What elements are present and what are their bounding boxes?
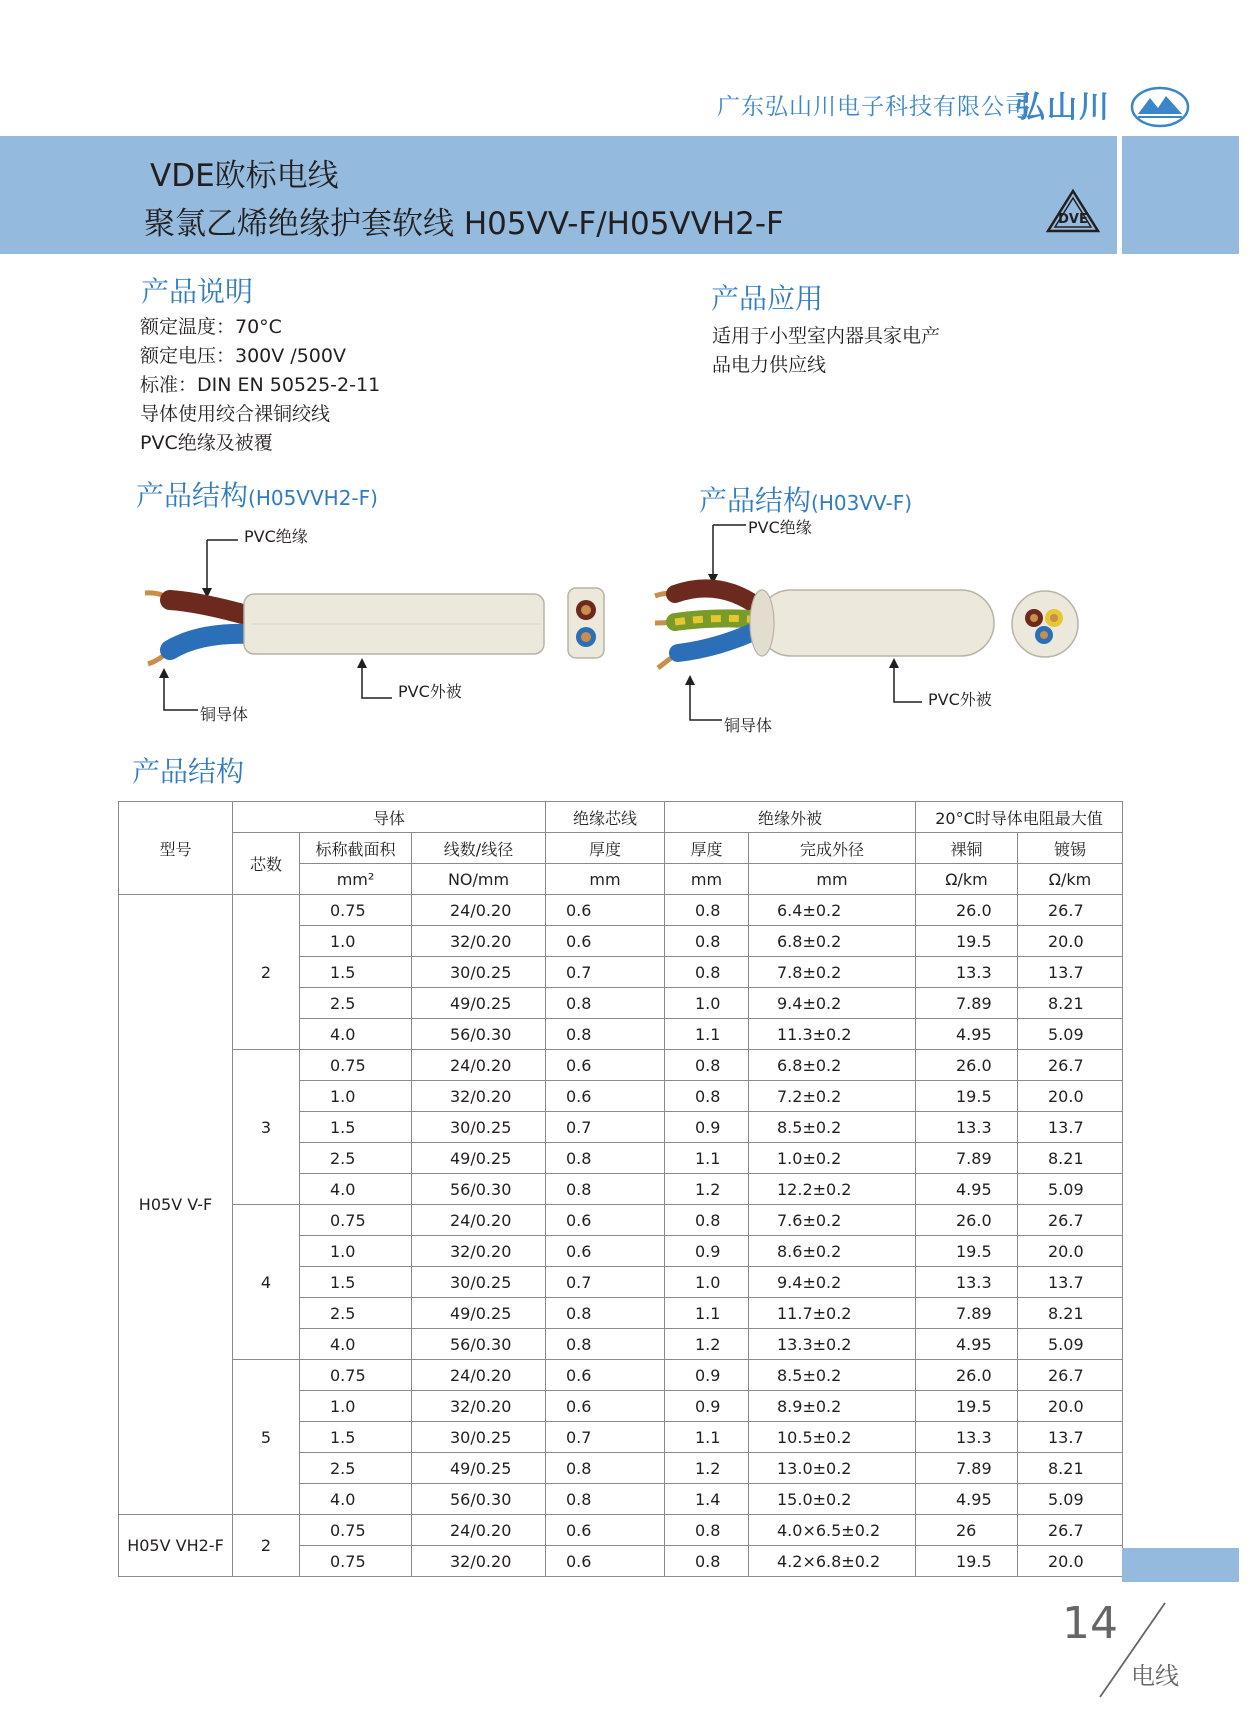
ins-thickness-cell: 0.7 bbox=[546, 1267, 665, 1298]
outer-diameter-cell: 9.4±0.2 bbox=[749, 988, 916, 1019]
table-row bbox=[119, 895, 1123, 926]
outer-diameter-cell: 7.2±0.2 bbox=[749, 1081, 916, 1112]
area-cell: 1.5 bbox=[300, 957, 412, 988]
header-outer-diameter: 完成外径 bbox=[749, 833, 916, 864]
ins-thickness-cell: 0.8 bbox=[546, 988, 665, 1019]
bare-copper-cell: 26.0 bbox=[916, 895, 1018, 926]
sheath-thickness-cell: 0.8 bbox=[665, 1081, 749, 1112]
tinned-cell: 8.21 bbox=[1018, 1143, 1123, 1174]
tinned-cell: 20.0 bbox=[1018, 1391, 1123, 1422]
area-cell: 1.5 bbox=[300, 1267, 412, 1298]
tinned-cell: 13.7 bbox=[1018, 957, 1123, 988]
mountain-logo-icon bbox=[1130, 86, 1190, 132]
left-label-insulation: PVC绝缘 bbox=[244, 527, 308, 546]
sheath-thickness-cell: 0.8 bbox=[665, 1515, 749, 1546]
header-bare-copper: 裸铜 bbox=[916, 833, 1018, 864]
strands-cell: 24/0.20 bbox=[412, 1205, 546, 1236]
area-cell: 2.5 bbox=[300, 988, 412, 1019]
area-cell: 1.0 bbox=[300, 926, 412, 957]
header-sheath-thickness: 厚度 bbox=[665, 833, 749, 864]
ins-thickness-cell: 0.8 bbox=[546, 1298, 665, 1329]
spec-temperature: 额定温度：70°C bbox=[140, 316, 282, 338]
outer-diameter-cell: 11.3±0.2 bbox=[749, 1019, 916, 1050]
bare-copper-cell: 19.5 bbox=[916, 1546, 1018, 1577]
application-list bbox=[712, 322, 940, 380]
tinned-cell: 13.7 bbox=[1018, 1422, 1123, 1453]
tinned-cell: 5.09 bbox=[1018, 1174, 1123, 1205]
bare-copper-cell: 26.0 bbox=[916, 1205, 1018, 1236]
ins-thickness-cell: 0.6 bbox=[546, 1360, 665, 1391]
application-line-2: 品电力供应线 bbox=[712, 354, 827, 376]
bare-copper-cell: 4.95 bbox=[916, 1174, 1018, 1205]
outer-diameter-cell: 12.2±0.2 bbox=[749, 1174, 916, 1205]
outer-diameter-cell: 7.8±0.2 bbox=[749, 957, 916, 988]
header-sheath: 绝缘外被 bbox=[665, 802, 916, 833]
sheath-thickness-cell: 0.8 bbox=[665, 1205, 749, 1236]
outer-diameter-cell: 8.5±0.2 bbox=[749, 1360, 916, 1391]
unit-bare: Ω/km bbox=[916, 864, 1018, 895]
unit-ins: mm bbox=[546, 864, 665, 895]
tinned-cell: 26.7 bbox=[1018, 1205, 1123, 1236]
strands-cell: 24/0.20 bbox=[412, 1360, 546, 1391]
strands-cell: 24/0.20 bbox=[412, 1515, 546, 1546]
tinned-cell: 26.7 bbox=[1018, 1515, 1123, 1546]
ins-thickness-cell: 0.6 bbox=[546, 926, 665, 957]
area-cell: 2.5 bbox=[300, 1298, 412, 1329]
ins-thickness-cell: 0.6 bbox=[546, 1050, 665, 1081]
sheath-thickness-cell: 0.8 bbox=[665, 926, 749, 957]
left-label-sheath: PVC外被 bbox=[398, 682, 462, 701]
area-cell: 1.5 bbox=[300, 1422, 412, 1453]
table-title: 产品结构 bbox=[132, 755, 245, 788]
model-cell: H05V V-F bbox=[119, 895, 233, 1515]
ins-thickness-cell: 0.7 bbox=[546, 1112, 665, 1143]
tinned-cell: 20.0 bbox=[1018, 926, 1123, 957]
tinned-cell: 20.0 bbox=[1018, 1081, 1123, 1112]
tinned-cell: 5.09 bbox=[1018, 1019, 1123, 1050]
area-cell: 2.5 bbox=[300, 1453, 412, 1484]
application-title: 产品应用 bbox=[711, 282, 824, 315]
bare-copper-cell: 7.89 bbox=[916, 1143, 1018, 1174]
cores-cell: 2 bbox=[233, 895, 300, 1050]
tinned-cell: 26.7 bbox=[1018, 1050, 1123, 1081]
cores-cell: 2 bbox=[233, 1515, 300, 1577]
spec-voltage: 额定电压：300V /500V bbox=[140, 345, 346, 367]
bare-copper-cell: 26 bbox=[916, 1515, 1018, 1546]
strands-cell: 30/0.25 bbox=[412, 957, 546, 988]
ins-thickness-cell: 0.6 bbox=[546, 1205, 665, 1236]
bare-copper-cell: 26.0 bbox=[916, 1360, 1018, 1391]
area-cell: 1.0 bbox=[300, 1081, 412, 1112]
unit-strands: NO/mm bbox=[412, 864, 546, 895]
company-name: 广东弘山川电子科技有限公司 bbox=[717, 94, 1029, 120]
strands-cell: 32/0.20 bbox=[412, 926, 546, 957]
left-label-conductor: 铜导体 bbox=[200, 705, 249, 724]
bare-copper-cell: 13.3 bbox=[916, 957, 1018, 988]
tinned-cell: 8.21 bbox=[1018, 1453, 1123, 1484]
tinned-cell: 5.09 bbox=[1018, 1484, 1123, 1515]
header-ins-thickness: 厚度 bbox=[546, 833, 665, 864]
application-line-1: 适用于小型室内器具家电产 bbox=[712, 325, 941, 347]
outer-diameter-cell: 8.9±0.2 bbox=[749, 1391, 916, 1422]
outer-diameter-cell: 6.8±0.2 bbox=[749, 1050, 916, 1081]
sheath-thickness-cell: 0.9 bbox=[665, 1236, 749, 1267]
header-area: 标称截面积 bbox=[300, 833, 412, 864]
vde-cert-mark: DVE bbox=[1058, 212, 1088, 227]
structure-right-title bbox=[699, 479, 912, 519]
tinned-cell: 20.0 bbox=[1018, 1546, 1123, 1577]
structure-right-title-text: 产品结构 bbox=[699, 484, 812, 517]
strands-cell: 32/0.20 bbox=[412, 1081, 546, 1112]
header-conductor: 导体 bbox=[233, 802, 546, 833]
ins-thickness-cell: 0.6 bbox=[546, 1081, 665, 1112]
table-row bbox=[119, 1360, 1123, 1391]
area-cell: 4.0 bbox=[300, 1019, 412, 1050]
bare-copper-cell: 13.3 bbox=[916, 1112, 1018, 1143]
page-subtitle: 聚氯乙烯绝缘护套软线 H05VV-F/H05VVH2-F bbox=[144, 206, 784, 242]
ins-thickness-cell: 0.6 bbox=[546, 1515, 665, 1546]
vde-cert-icon bbox=[1045, 188, 1101, 238]
structure-left-title bbox=[136, 474, 378, 514]
sheath-thickness-cell: 1.1 bbox=[665, 1298, 749, 1329]
tinned-cell: 13.7 bbox=[1018, 1267, 1123, 1298]
ins-thickness-cell: 0.6 bbox=[546, 895, 665, 926]
area-cell: 1.0 bbox=[300, 1236, 412, 1267]
bare-copper-cell: 19.5 bbox=[916, 1391, 1018, 1422]
structure-right-subtitle: (H03VV-F) bbox=[811, 491, 913, 515]
strands-cell: 49/0.25 bbox=[412, 988, 546, 1019]
ins-thickness-cell: 0.8 bbox=[546, 1453, 665, 1484]
unit-sheath: mm bbox=[665, 864, 749, 895]
outer-diameter-cell: 4.0×6.5±0.2 bbox=[749, 1515, 916, 1546]
unit-od: mm bbox=[749, 864, 916, 895]
sheath-thickness-cell: 1.2 bbox=[665, 1453, 749, 1484]
bare-copper-cell: 4.95 bbox=[916, 1019, 1018, 1050]
area-cell: 0.75 bbox=[300, 895, 412, 926]
cores-cell: 3 bbox=[233, 1050, 300, 1205]
model-cell: H05V VH2-F bbox=[119, 1515, 233, 1577]
header-strands: 线数/线径 bbox=[412, 833, 546, 864]
area-cell: 0.75 bbox=[300, 1546, 412, 1577]
outer-diameter-cell: 10.5±0.2 bbox=[749, 1422, 916, 1453]
bare-copper-cell: 26.0 bbox=[916, 1050, 1018, 1081]
sheath-thickness-cell: 1.0 bbox=[665, 1267, 749, 1298]
footer-label: 电线 bbox=[1131, 1662, 1179, 1690]
area-cell: 0.75 bbox=[300, 1050, 412, 1081]
strands-cell: 56/0.30 bbox=[412, 1174, 546, 1205]
ins-thickness-cell: 0.7 bbox=[546, 957, 665, 988]
area-cell: 1.5 bbox=[300, 1112, 412, 1143]
strands-cell: 24/0.20 bbox=[412, 1050, 546, 1081]
strands-cell: 56/0.30 bbox=[412, 1484, 546, 1515]
strands-cell: 32/0.20 bbox=[412, 1546, 546, 1577]
bare-copper-cell: 19.5 bbox=[916, 1236, 1018, 1267]
outer-diameter-cell: 6.4±0.2 bbox=[749, 895, 916, 926]
strands-cell: 32/0.20 bbox=[412, 1236, 546, 1267]
round-cable-diagram bbox=[650, 520, 1100, 739]
table-row bbox=[119, 1050, 1123, 1081]
sheath-thickness-cell: 0.9 bbox=[665, 1360, 749, 1391]
strands-cell: 30/0.25 bbox=[412, 1112, 546, 1143]
unit-tinned: Ω/km bbox=[1018, 864, 1123, 895]
tinned-cell: 26.7 bbox=[1018, 895, 1123, 926]
description-title: 产品说明 bbox=[141, 275, 254, 308]
table-row bbox=[119, 1515, 1123, 1546]
bare-copper-cell: 13.3 bbox=[916, 1267, 1018, 1298]
bare-copper-cell: 4.95 bbox=[916, 1484, 1018, 1515]
strands-cell: 49/0.25 bbox=[412, 1298, 546, 1329]
sheath-thickness-cell: 0.9 bbox=[665, 1391, 749, 1422]
structure-left-subtitle: (H05VVH2-F) bbox=[248, 486, 378, 510]
area-cell: 1.0 bbox=[300, 1391, 412, 1422]
cores-cell: 5 bbox=[233, 1360, 300, 1515]
bare-copper-cell: 13.3 bbox=[916, 1422, 1018, 1453]
outer-diameter-cell: 11.7±0.2 bbox=[749, 1298, 916, 1329]
area-cell: 0.75 bbox=[300, 1205, 412, 1236]
ins-thickness-cell: 0.8 bbox=[546, 1484, 665, 1515]
sheath-thickness-cell: 1.1 bbox=[665, 1019, 749, 1050]
spec-standard: 标准：DIN EN 50525-2-11 bbox=[140, 374, 381, 396]
sheath-thickness-cell: 1.2 bbox=[665, 1174, 749, 1205]
page-title: VDE欧标电线 bbox=[150, 158, 339, 194]
right-label-conductor: 铜导体 bbox=[724, 716, 773, 735]
area-cell: 4.0 bbox=[300, 1174, 412, 1205]
tinned-cell: 26.7 bbox=[1018, 1360, 1123, 1391]
header-insulation-core: 绝缘芯线 bbox=[546, 802, 665, 833]
bare-copper-cell: 7.89 bbox=[916, 988, 1018, 1019]
ins-thickness-cell: 0.6 bbox=[546, 1546, 665, 1577]
header-tinned: 镀锡 bbox=[1018, 833, 1123, 864]
area-cell: 2.5 bbox=[300, 1143, 412, 1174]
spec-conductor: 导体使用绞合裸铜绞线 bbox=[140, 403, 331, 425]
footer-band bbox=[1122, 1548, 1239, 1582]
outer-diameter-cell: 9.4±0.2 bbox=[749, 1267, 916, 1298]
bare-copper-cell: 4.95 bbox=[916, 1329, 1018, 1360]
brand-name: 弘山川 bbox=[1015, 90, 1111, 125]
area-cell: 0.75 bbox=[300, 1360, 412, 1391]
header-model: 型号 bbox=[119, 802, 233, 895]
outer-diameter-cell: 4.2×6.8±0.2 bbox=[749, 1546, 916, 1577]
tinned-cell: 20.0 bbox=[1018, 1236, 1123, 1267]
structure-left-title-text: 产品结构 bbox=[136, 479, 249, 512]
strands-cell: 32/0.20 bbox=[412, 1391, 546, 1422]
strands-cell: 30/0.25 bbox=[412, 1422, 546, 1453]
tinned-cell: 8.21 bbox=[1018, 1298, 1123, 1329]
outer-diameter-cell: 1.0±0.2 bbox=[749, 1143, 916, 1174]
strands-cell: 56/0.30 bbox=[412, 1019, 546, 1050]
outer-diameter-cell: 13.3±0.2 bbox=[749, 1329, 916, 1360]
unit-area: mm² bbox=[300, 864, 412, 895]
sheath-thickness-cell: 0.9 bbox=[665, 1112, 749, 1143]
area-cell: 0.75 bbox=[300, 1515, 412, 1546]
spec-table bbox=[118, 801, 1123, 1577]
bare-copper-cell: 19.5 bbox=[916, 1081, 1018, 1112]
sheath-thickness-cell: 0.8 bbox=[665, 1050, 749, 1081]
outer-diameter-cell: 15.0±0.2 bbox=[749, 1484, 916, 1515]
table-row bbox=[119, 1205, 1123, 1236]
strands-cell: 24/0.20 bbox=[412, 895, 546, 926]
sheath-thickness-cell: 1.1 bbox=[665, 1143, 749, 1174]
outer-diameter-cell: 13.0±0.2 bbox=[749, 1453, 916, 1484]
bare-copper-cell: 7.89 bbox=[916, 1453, 1018, 1484]
header-band-tab bbox=[1122, 136, 1239, 254]
sheath-thickness-cell: 0.8 bbox=[665, 957, 749, 988]
header-cores: 芯数 bbox=[233, 833, 300, 895]
sheath-thickness-cell: 1.0 bbox=[665, 988, 749, 1019]
outer-diameter-cell: 8.6±0.2 bbox=[749, 1236, 916, 1267]
ins-thickness-cell: 0.6 bbox=[546, 1236, 665, 1267]
tinned-cell: 5.09 bbox=[1018, 1329, 1123, 1360]
outer-diameter-cell: 8.5±0.2 bbox=[749, 1112, 916, 1143]
ins-thickness-cell: 0.8 bbox=[546, 1174, 665, 1205]
sheath-thickness-cell: 1.1 bbox=[665, 1422, 749, 1453]
right-label-sheath: PVC外被 bbox=[928, 690, 992, 709]
strands-cell: 56/0.30 bbox=[412, 1329, 546, 1360]
bare-copper-cell: 19.5 bbox=[916, 926, 1018, 957]
tinned-cell: 8.21 bbox=[1018, 988, 1123, 1019]
strands-cell: 30/0.25 bbox=[412, 1267, 546, 1298]
sheath-thickness-cell: 1.4 bbox=[665, 1484, 749, 1515]
outer-diameter-cell: 7.6±0.2 bbox=[749, 1205, 916, 1236]
ins-thickness-cell: 0.7 bbox=[546, 1422, 665, 1453]
area-cell: 4.0 bbox=[300, 1329, 412, 1360]
description-list bbox=[140, 313, 380, 458]
strands-cell: 49/0.25 bbox=[412, 1143, 546, 1174]
bare-copper-cell: 7.89 bbox=[916, 1298, 1018, 1329]
ins-thickness-cell: 0.8 bbox=[546, 1329, 665, 1360]
ins-thickness-cell: 0.8 bbox=[546, 1143, 665, 1174]
right-label-insulation: PVC绝缘 bbox=[748, 518, 812, 537]
page-number: 14 bbox=[1062, 1598, 1118, 1649]
spec-insulation: PVC绝缘及被覆 bbox=[140, 432, 273, 454]
sheath-thickness-cell: 0.8 bbox=[665, 895, 749, 926]
header-resistance: 20°C时导体电阻最大值 bbox=[916, 802, 1123, 833]
sheath-thickness-cell: 1.2 bbox=[665, 1329, 749, 1360]
cores-cell: 4 bbox=[233, 1205, 300, 1360]
ins-thickness-cell: 0.6 bbox=[546, 1391, 665, 1422]
tinned-cell: 13.7 bbox=[1018, 1112, 1123, 1143]
strands-cell: 49/0.25 bbox=[412, 1453, 546, 1484]
outer-diameter-cell: 6.8±0.2 bbox=[749, 926, 916, 957]
ins-thickness-cell: 0.8 bbox=[546, 1019, 665, 1050]
area-cell: 4.0 bbox=[300, 1484, 412, 1515]
sheath-thickness-cell: 0.8 bbox=[665, 1546, 749, 1577]
